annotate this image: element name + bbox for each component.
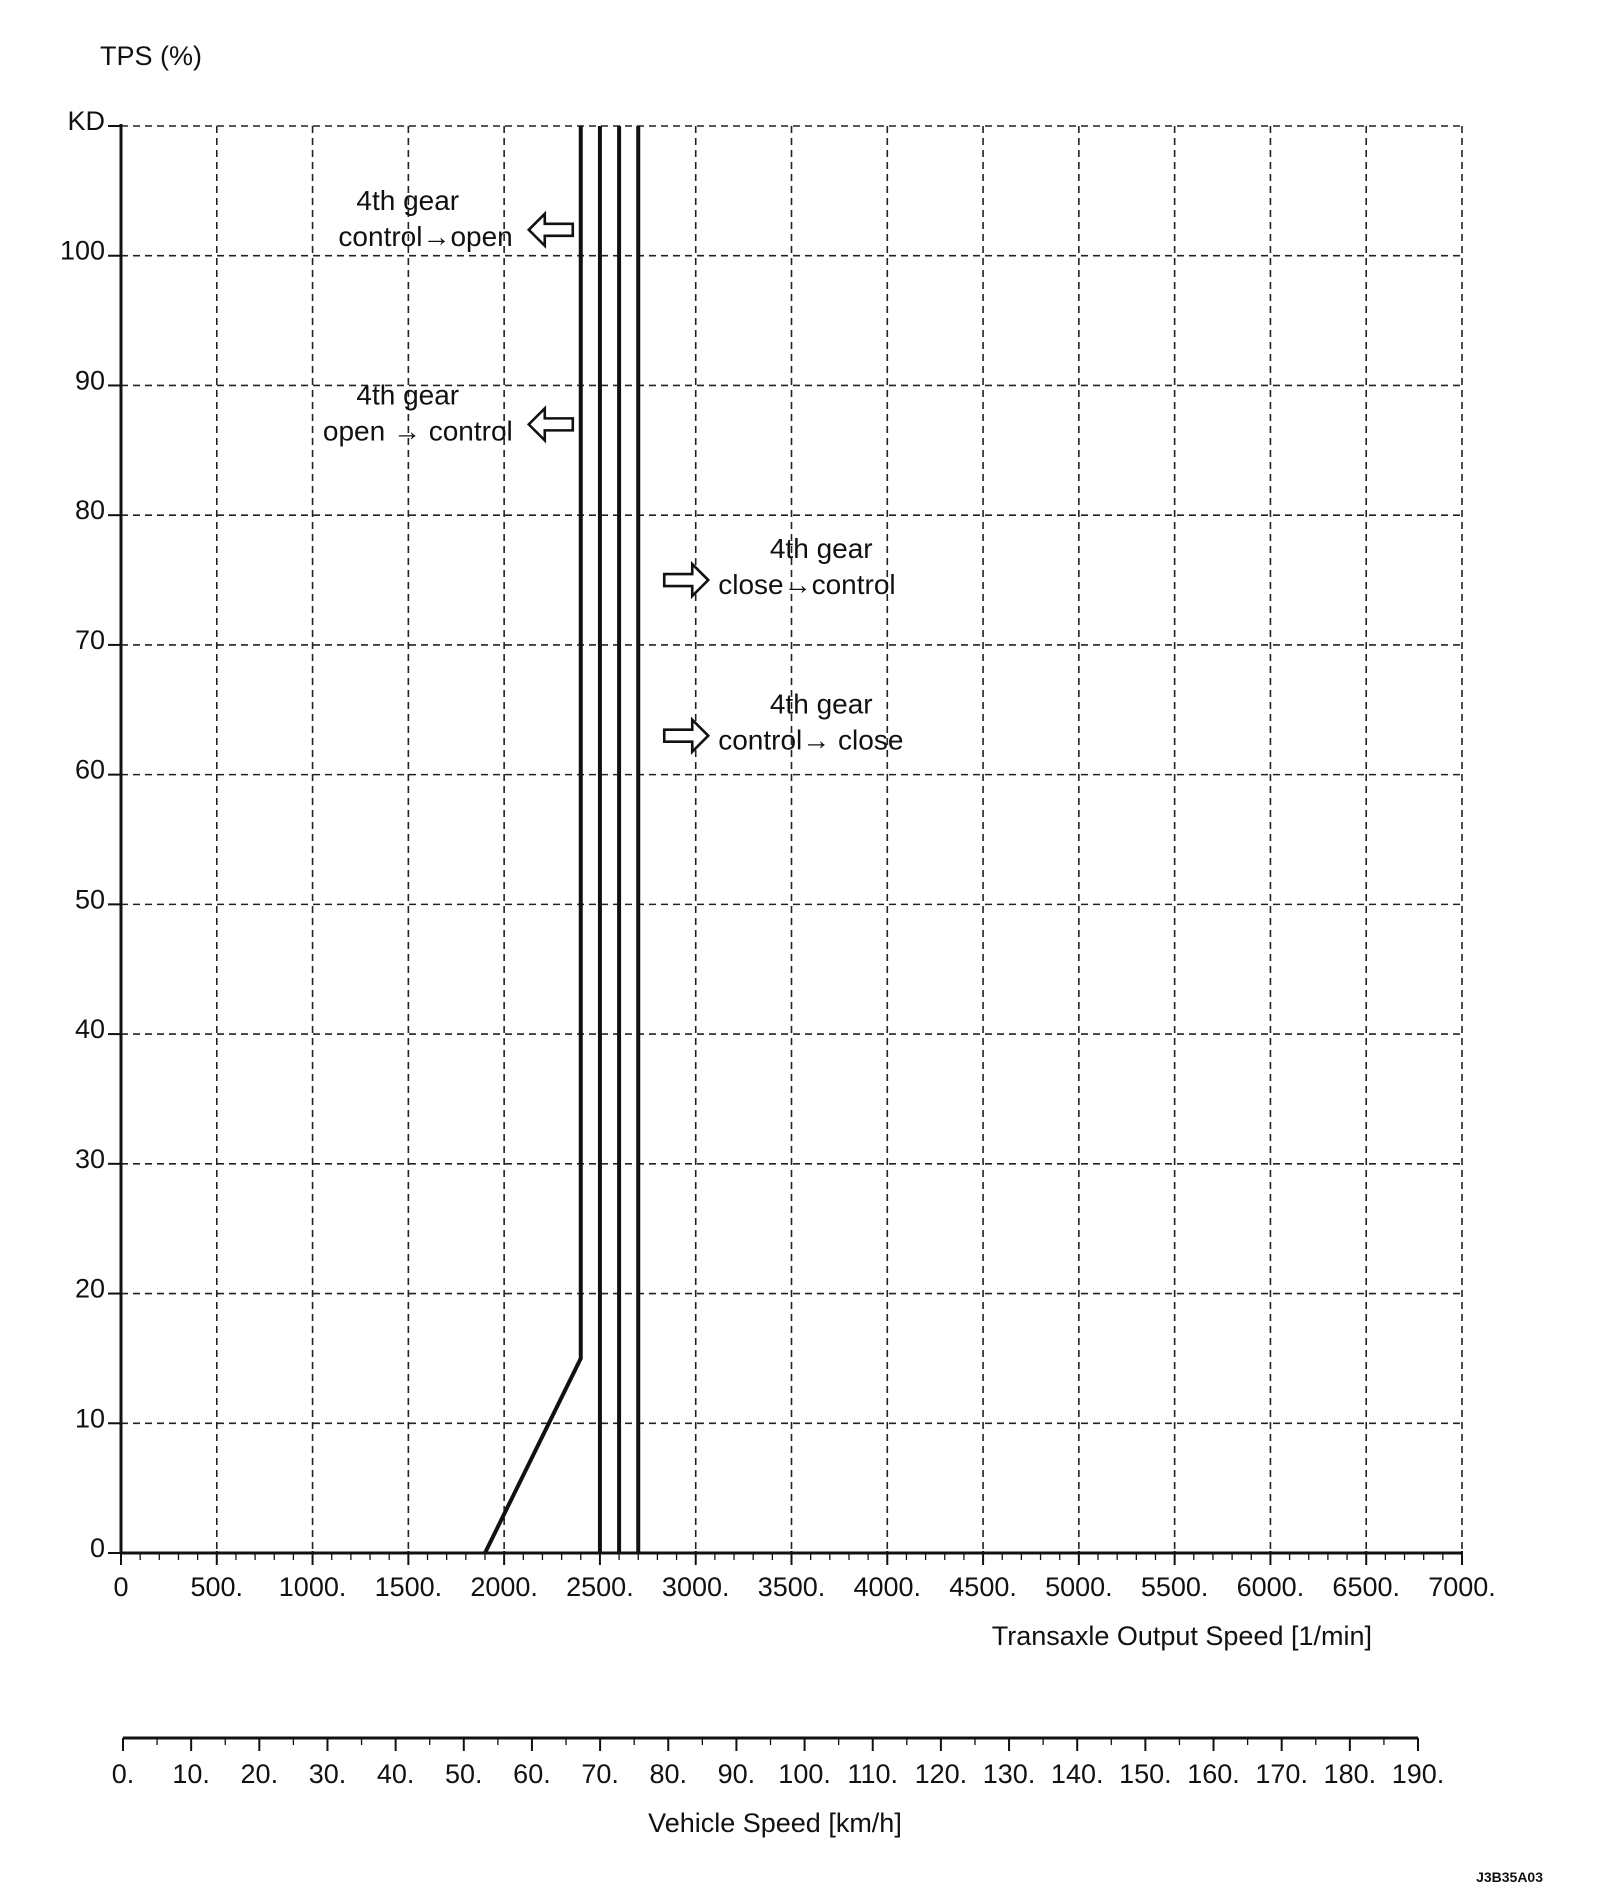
x-tick-label-8: 4000. [853,1572,922,1602]
x-tick-label-6: 3000. [661,1572,730,1602]
x-tick-label-9: 4500. [949,1572,1017,1602]
series-lines [485,126,638,1553]
tick-labels [60,106,1496,1789]
y-tick-label-11: KD [67,106,105,136]
annotation-title-0: 4th gear [356,184,460,216]
y-tick-label-9: 90 [74,365,105,396]
vehicle-speed-tick-label-15: 150. [1119,1759,1172,1789]
annotation-text-3: control→ close [718,724,904,756]
y-axis-title: TPS (%) [100,41,203,71]
y-tick-label-5: 50 [74,884,105,915]
annotation-arrow-0 [529,214,573,246]
vehicle-speed-tick-label-19: 190. [1391,1759,1445,1789]
y-tick-label-0: 0 [89,1533,105,1563]
vehicle-speed-tick-label-11: 110. [847,1759,899,1789]
vehicle-speed-tick-label-4: 40. [376,1759,415,1789]
y-tick-label-1: 10 [74,1403,105,1434]
vehicle-speed-tick-label-0: 0. [111,1759,135,1789]
vehicle-speed-tick-label-17: 170. [1255,1759,1308,1789]
vehicle-speed-tick-label-10: 100. [778,1759,831,1789]
annotation-title-1: 4th gear [356,379,460,411]
series-line-0 [485,126,581,1553]
figure-id: J3B35A03 [1476,1869,1543,1885]
vehicle-speed-tick-label-6: 60. [513,1759,551,1789]
x-tick-label-4: 2000. [470,1572,538,1602]
vehicle-speed-axis-title: Vehicle Speed [km/h] [648,1808,902,1838]
annotations [323,185,904,756]
vehicle-speed-tick-label-13: 130. [982,1759,1036,1789]
vehicle-speed-tick-label-8: 80. [649,1759,688,1789]
x-tick-label-5: 2500. [566,1572,634,1602]
x-tick-label-14: 7000. [1428,1572,1496,1602]
vehicle-speed-tick-label-14: 140. [1050,1759,1104,1789]
y-tick-label-8: 80 [74,495,105,526]
vehicle-speed-tick-label-5: 50. [445,1759,483,1789]
annotation-arrow-2 [664,564,708,596]
x-tick-label-3: 1500. [374,1572,443,1602]
y-tick-label-6: 60 [74,754,105,785]
y-tick-label-4: 40 [74,1014,105,1045]
axes [108,124,1462,1751]
vehicle-speed-tick-label-2: 20. [240,1759,279,1789]
annotation-text-0: control→open [338,220,513,252]
annotation-arrow-3 [664,720,708,752]
vehicle-speed-tick-label-16: 160. [1187,1759,1240,1789]
x-tick-label-11: 5500. [1140,1572,1209,1602]
x-tick-label-10: 5000. [1045,1572,1113,1602]
vehicle-speed-tick-label-12: 120. [914,1759,968,1789]
x-tick-label-1: 500. [190,1572,244,1602]
annotation-arrow-1 [529,408,573,440]
annotation-title-2: 4th gear [769,533,873,565]
vehicle-speed-tick-label-1: 10. [172,1759,210,1789]
y-tick-label-10: 100 [59,235,105,266]
y-tick-label-2: 20 [74,1273,105,1304]
vehicle-speed-tick-label-18: 180. [1323,1759,1377,1789]
vehicle-speed-tick-label-9: 90. [717,1759,756,1789]
annotation-text-2: close→control [718,569,896,601]
annotation-text-1: open → control [322,415,513,447]
x-tick-label-7: 3500. [757,1572,826,1602]
x-axis-title: Transaxle Output Speed [1/min] [991,1621,1372,1651]
y-tick-label-3: 30 [74,1143,105,1174]
vehicle-speed-tick-label-3: 30. [308,1759,347,1789]
vehicle-speed-tick-label-7: 70. [581,1759,619,1789]
x-tick-label-0: 0 [113,1572,129,1602]
x-tick-label-13: 6500. [1332,1572,1401,1602]
annotation-title-3: 4th gear [769,688,873,720]
x-tick-label-2: 1000. [278,1572,347,1602]
y-tick-label-7: 70 [74,624,105,655]
grid-lines [121,126,1462,1553]
x-tick-label-12: 6000. [1236,1572,1305,1602]
